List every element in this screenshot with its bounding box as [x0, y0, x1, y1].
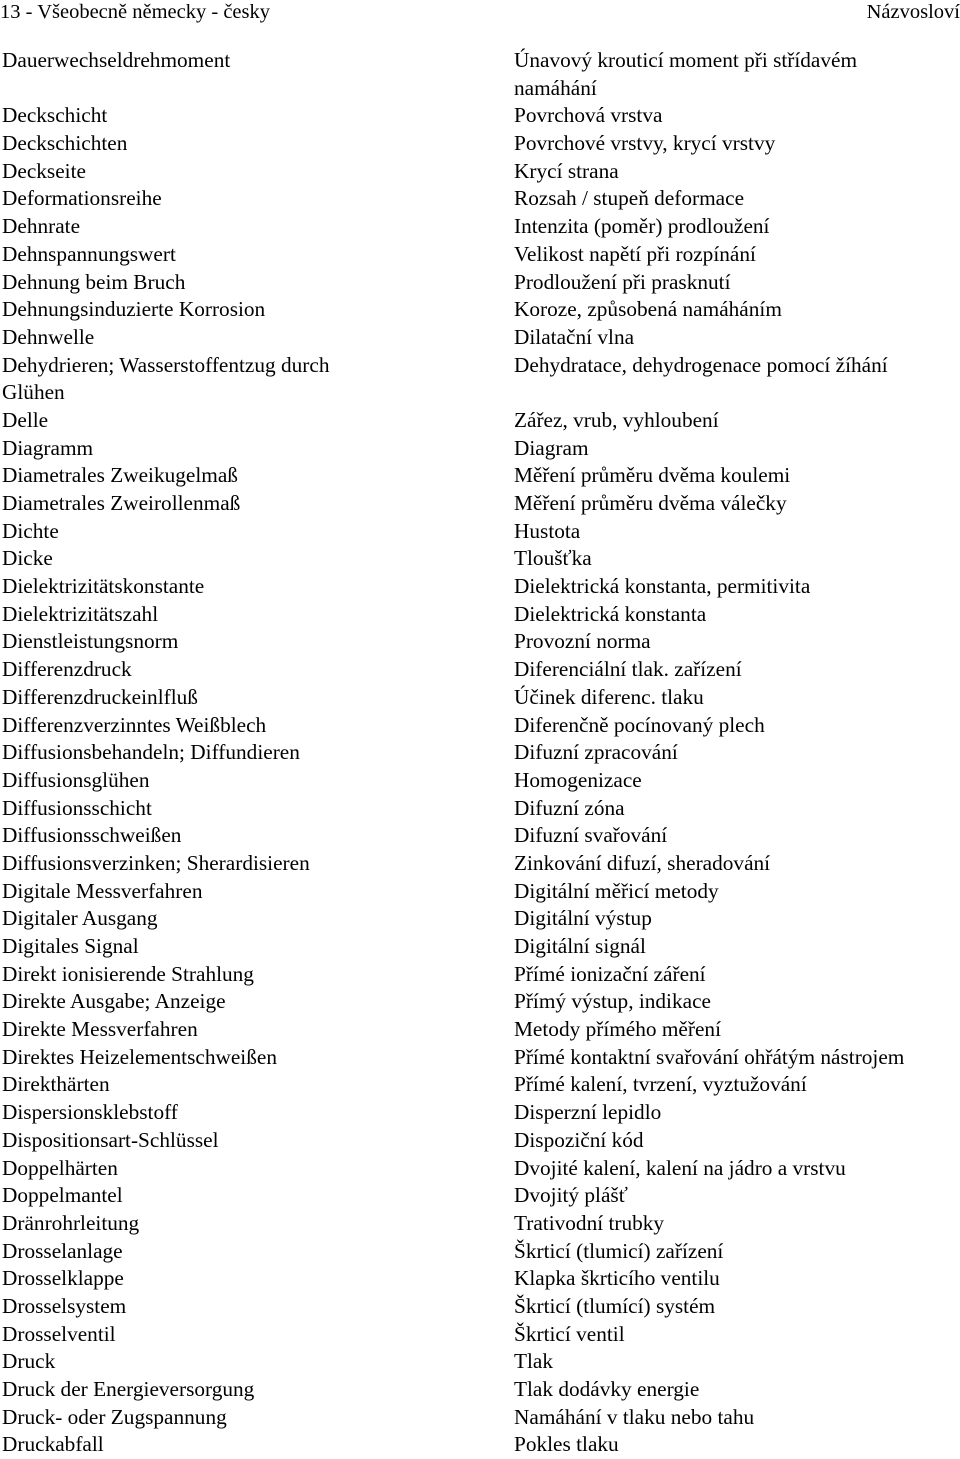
- german-term: Direkthärten: [2, 1072, 110, 1097]
- czech-term: Pokles tlaku: [514, 1432, 619, 1457]
- german-term: Deckschichten: [2, 131, 128, 156]
- czech-term: Diferenčně pocínovaný plech: [514, 712, 765, 737]
- czech-term: Dvojité kalení, kalení na jádro a vrstvu: [514, 1155, 846, 1180]
- czech-term: Účinek diferenc. tlaku: [514, 684, 704, 709]
- czech-term: Přímé ionizační záření: [514, 961, 706, 986]
- czech-term: Dielektrická konstanta, permitivita: [514, 574, 811, 599]
- glossary-row: [0, 1127, 960, 1155]
- glossary-row: [0, 933, 960, 961]
- glossary-row: [0, 158, 960, 186]
- german-term: Diffusionsglühen: [2, 767, 150, 792]
- glossary-row: [0, 269, 960, 297]
- german-term: Diffusionsschweißen: [2, 823, 182, 848]
- glossary-row: [0, 573, 960, 601]
- german-term: Dränrohrleitung: [2, 1210, 140, 1235]
- german-term: Dielektrizitätszahl: [2, 601, 159, 626]
- glossary-row: [0, 518, 960, 546]
- german-term: Druckabfall: [2, 1432, 104, 1457]
- glossary-row: [0, 545, 960, 573]
- german-term: Digitaler Ausgang: [2, 906, 158, 931]
- czech-term: Škrticí (tlumící) systém: [514, 1293, 716, 1318]
- glossary-row: [0, 1431, 960, 1459]
- czech-term: Velikost napětí při rozpínání: [514, 241, 756, 266]
- czech-term: Metody přímého měření: [514, 1017, 721, 1042]
- czech-term: Dvojitý plášť: [514, 1183, 628, 1208]
- czech-term: Digitální výstup: [514, 906, 652, 931]
- glossary-row: [0, 490, 960, 518]
- german-term: Dehydrieren; Wasserstoffentzug durch: [2, 352, 330, 377]
- glossary-row: [0, 878, 960, 906]
- czech-term: Difuzní zóna: [514, 795, 625, 820]
- glossary-row: [0, 1099, 960, 1127]
- german-term: Digitales Signal: [2, 934, 139, 958]
- german-term: Druck der Energieversorgung: [2, 1377, 255, 1401]
- czech-term: Klapka škrticího ventilu: [514, 1266, 720, 1291]
- german-term: Druck- oder Zugspannung: [2, 1404, 227, 1429]
- glossary-row: [0, 462, 960, 490]
- german-term: Direkte Ausgabe; Anzeige: [2, 989, 226, 1014]
- german-term: Drosselklappe: [2, 1266, 124, 1291]
- german-term: Dehnungsinduzierte Korrosion: [2, 297, 266, 322]
- section-title: Názvosloví: [866, 1, 960, 23]
- czech-term: Povrchová vrstva: [514, 103, 663, 128]
- czech-term: Prodloužení při prasknutí: [514, 269, 731, 294]
- glossary-row: [0, 1404, 960, 1432]
- czech-term: Zářez, vrub, vyhloubení: [514, 407, 719, 432]
- czech-term: Krycí strana: [514, 158, 619, 183]
- glossary-row: [0, 795, 960, 823]
- czech-term: Dehydratace, dehydrogenace pomocí žíhání: [514, 352, 888, 377]
- czech-term: Tlak: [514, 1349, 554, 1374]
- german-term: Deckseite: [2, 158, 86, 183]
- glossary-row: [0, 739, 960, 767]
- glossary-row: [0, 324, 960, 352]
- glossary-row: [0, 601, 960, 629]
- czech-term: Dispoziční kód: [514, 1127, 644, 1152]
- german-term: Diffusionsschicht: [2, 795, 152, 820]
- glossary-row: [0, 1210, 960, 1238]
- german-term: Druck: [2, 1349, 56, 1374]
- german-term: Doppelhärten: [2, 1155, 118, 1180]
- glossary-row: [0, 712, 960, 740]
- german-term: Delle: [2, 407, 49, 432]
- glossary-row: [0, 102, 960, 130]
- german-term: Dienstleistungsnorm: [2, 629, 179, 654]
- czech-term: Homogenizace: [514, 767, 642, 792]
- czech-term: Měření průměru dvěma válečky: [514, 491, 787, 515]
- glossary-row: [0, 1016, 960, 1044]
- glossary-row: [0, 1321, 960, 1349]
- glossary-row: [0, 1238, 960, 1266]
- german-term: Diffusionsbehandeln; Diffundieren: [2, 740, 300, 765]
- german-term: Dielektrizitätskonstante: [2, 574, 205, 599]
- glossary-row: [0, 47, 960, 75]
- czech-term: Rozsah / stupeň deformace: [514, 186, 745, 211]
- german-term: Dauerwechseldrehmoment: [2, 48, 231, 72]
- german-term: Dehnung beim Bruch: [2, 269, 186, 294]
- czech-term: Tloušťka: [514, 546, 592, 571]
- german-term: Dispositionsart-Schlüssel: [2, 1127, 219, 1152]
- german-term: Drosselsystem: [2, 1293, 127, 1318]
- czech-term: Provozní norma: [514, 629, 651, 654]
- czech-term: Digitální signál: [514, 934, 646, 958]
- german-term: Dispersionsklebstoff: [2, 1100, 178, 1125]
- german-term: Differenzdruckeinlfluß: [2, 684, 198, 709]
- czech-term: Difuzní zpracování: [514, 740, 678, 765]
- glossary-row: [0, 1155, 960, 1183]
- czech-term: Namáhání v tlaku nebo tahu: [514, 1404, 755, 1429]
- glossary-row: [0, 130, 960, 158]
- czech-term: Dielektrická konstanta: [514, 601, 707, 626]
- page-number-title: 13 - Všeobecně německy - česky: [0, 1, 271, 23]
- glossary-row: [0, 241, 960, 269]
- german-term: Dehnrate: [2, 214, 81, 239]
- glossary-row: [0, 850, 960, 878]
- glossary-row: [0, 296, 960, 324]
- glossary-row: [0, 379, 960, 407]
- german-term: Dehnwelle: [2, 324, 95, 349]
- glossary-row: [0, 822, 960, 850]
- glossary-row: [0, 1293, 960, 1321]
- glossary-row: [0, 1376, 960, 1404]
- czech-term: Povrchové vrstvy, krycí vrstvy: [514, 131, 776, 156]
- glossary-row: [0, 185, 960, 213]
- glossary-row: [0, 628, 960, 656]
- german-term: Dehnspannungswert: [2, 241, 176, 266]
- czech-term: Škrticí ventil: [514, 1321, 625, 1346]
- czech-term: Disperzní lepidlo: [514, 1100, 662, 1125]
- glossary-list: [0, 47, 960, 1459]
- german-term: Direkt ionisierende Strahlung: [2, 961, 254, 986]
- german-term: Deformationsreihe: [2, 186, 162, 211]
- czech-term: Trativodní trubky: [514, 1210, 665, 1235]
- glossary-row: [0, 1265, 960, 1293]
- glossary-row: [0, 961, 960, 989]
- czech-term: Diferenciální tlak. zařízení: [514, 657, 742, 682]
- glossary-row: [0, 905, 960, 933]
- czech-term: Zinkování difuzí, sheradování: [514, 850, 771, 875]
- czech-term: Hustota: [514, 518, 581, 543]
- czech-term: Přímé kalení, tvrzení, vyztužování: [514, 1072, 807, 1097]
- glossary-row: [0, 352, 960, 380]
- czech-term: Difuzní svařování: [514, 823, 668, 848]
- glossary-row: [0, 1182, 960, 1210]
- czech-term: Přímé kontaktní svařování ohřátým nástrojem: [514, 1044, 905, 1069]
- glossary-row: [0, 435, 960, 463]
- czech-term: Digitální měřicí metody: [514, 878, 719, 903]
- czech-term: Intenzita (poměr) prodloužení: [514, 214, 770, 239]
- glossary-row: [0, 767, 960, 795]
- czech-term: Koroze, způsobená namáháním: [514, 297, 782, 322]
- glossary-row: [0, 75, 960, 103]
- czech-term: Dilatační vlna: [514, 324, 635, 349]
- german-term: Glühen: [2, 380, 65, 405]
- glossary-row: [0, 988, 960, 1016]
- glossary-row: [0, 1044, 960, 1072]
- german-term: Doppelmantel: [2, 1183, 123, 1208]
- german-term: Diametrales Zweikugelmaß: [2, 463, 238, 488]
- german-term: Diffusionsverzinken; Sherardisieren: [2, 850, 310, 875]
- german-term: Differenzdruck: [2, 657, 132, 682]
- german-term: Diagramm: [2, 435, 94, 460]
- german-term: Direktes Heizelementschweißen: [2, 1044, 277, 1069]
- german-term: Dicke: [2, 546, 53, 571]
- german-term: Direkte Messverfahren: [2, 1017, 198, 1042]
- german-term: Drosselventil: [2, 1321, 116, 1346]
- page-header: [0, 0, 960, 24]
- czech-term: Tlak dodávky energie: [514, 1377, 700, 1401]
- czech-term: Přímý výstup, indikace: [514, 989, 711, 1014]
- czech-term: namáhání: [514, 75, 597, 100]
- czech-term: Měření průměru dvěma koulemi: [514, 463, 791, 488]
- glossary-row: [0, 407, 960, 435]
- glossary-row: [0, 1348, 960, 1376]
- czech-term: Diagram: [514, 435, 589, 460]
- czech-term: Únavový krouticí moment při střídavém: [514, 48, 858, 72]
- glossary-row: [0, 1071, 960, 1099]
- german-term: Deckschicht: [2, 103, 108, 128]
- german-term: Digitale Messverfahren: [2, 878, 203, 903]
- glossary-row: [0, 656, 960, 684]
- glossary-row: [0, 684, 960, 712]
- german-term: Diametrales Zweirollenmaß: [2, 491, 241, 515]
- german-term: Drosselanlage: [2, 1238, 123, 1263]
- czech-term: Škrticí (tlumicí) zařízení: [514, 1238, 724, 1263]
- glossary-row: [0, 213, 960, 241]
- german-term: Dichte: [2, 518, 59, 543]
- german-term: Differenzverzinntes Weißblech: [2, 712, 267, 737]
